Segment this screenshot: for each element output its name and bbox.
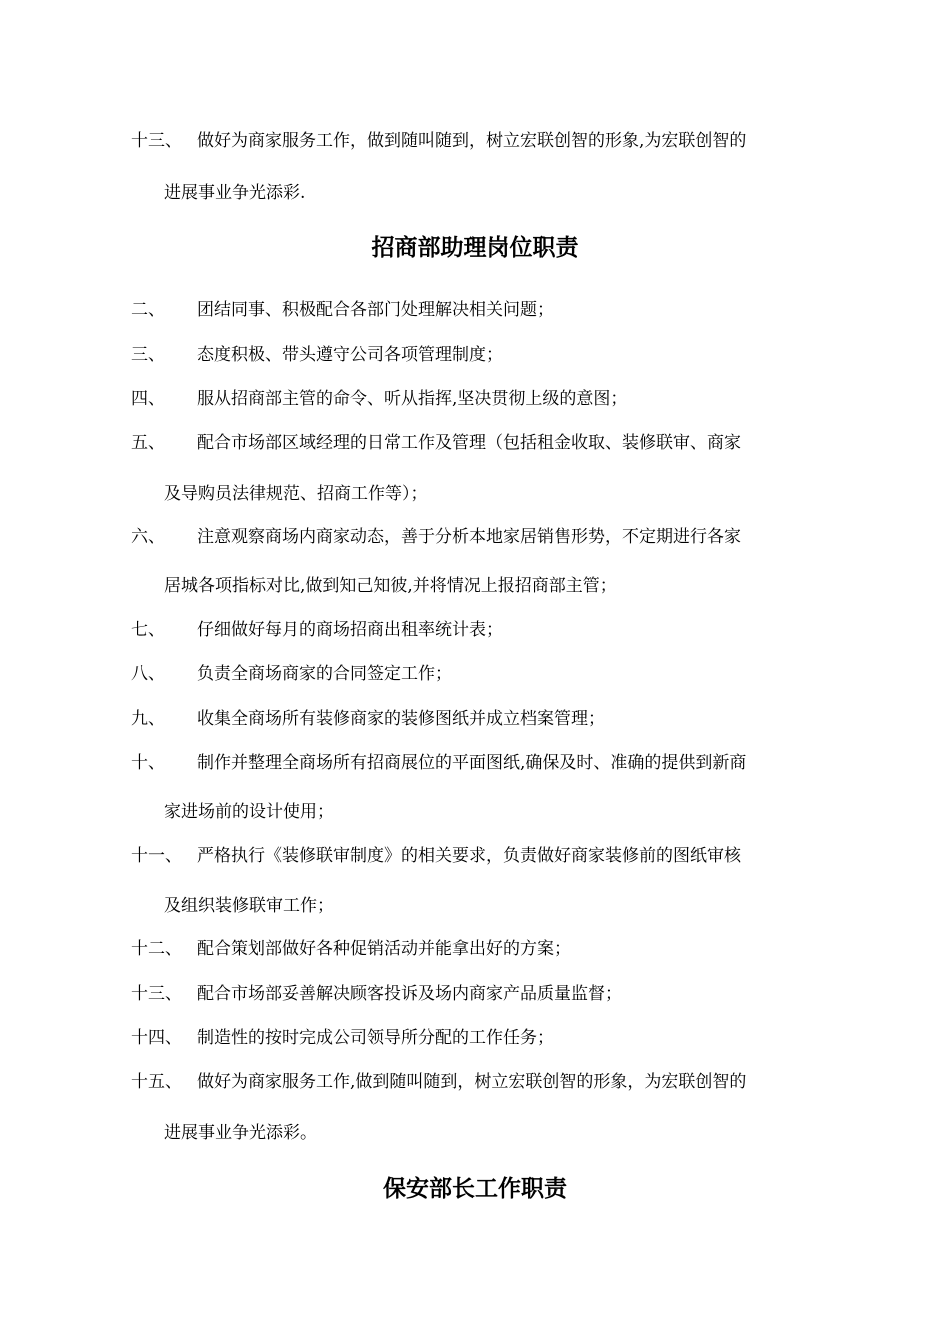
item-text: 配合策划部做好各种促销活动并能拿出好的方案； bbox=[197, 939, 571, 959]
item-text-continued: 家进场前的设计使用； bbox=[164, 802, 334, 822]
item-text: 注意观察商场内商家动态，善于分析本地家居销售形势，不定期进行各家 bbox=[197, 527, 741, 547]
item-number: 十一、 bbox=[131, 846, 182, 866]
item-number: 八、 bbox=[131, 664, 165, 684]
item-number: 十三、 bbox=[131, 131, 182, 151]
item-text: 服从招商部主管的命令、听从指挥,坚决贯彻上级的意图； bbox=[197, 389, 628, 409]
item-number: 四、 bbox=[131, 389, 165, 409]
item-text: 严格执行《装修联审制度》的相关要求，负责做好商家装修前的图纸审核 bbox=[197, 846, 741, 866]
item-number: 三、 bbox=[131, 345, 165, 365]
item-number: 十五、 bbox=[131, 1072, 182, 1092]
item-text-continued: 进展事业争光添彩. bbox=[164, 183, 306, 203]
item-text-continued: 及导购员法律规范、招商工作等）； bbox=[164, 484, 428, 504]
item-text: 团结同事、积极配合各部门处理解决相关问题； bbox=[197, 300, 554, 320]
item-number: 二、 bbox=[131, 300, 165, 320]
item-number: 七、 bbox=[131, 620, 165, 640]
item-text: 负责全商场商家的合同签定工作； bbox=[197, 664, 452, 684]
item-number: 十三、 bbox=[131, 984, 182, 1004]
item-text-continued: 及组织装修联审工作； bbox=[164, 896, 334, 916]
item-text-continued: 居城各项指标对比,做到知己知彼,并将情况上报招商部主管； bbox=[164, 576, 617, 596]
item-text: 态度积极、带头遵守公司各项管理制度； bbox=[197, 345, 503, 365]
item-number: 十四、 bbox=[131, 1028, 182, 1048]
item-number: 十、 bbox=[131, 753, 165, 773]
item-text: 制作并整理全商场所有招商展位的平面图纸,确保及时、准确的提供到新商 bbox=[197, 753, 747, 773]
item-text: 配合市场部区域经理的日常工作及管理（包括租金收取、装修联审、商家 bbox=[197, 433, 741, 453]
item-text: 仔细做好每月的商场招商出租率统计表； bbox=[197, 620, 503, 640]
item-text: 配合市场部妥善解决顾客投诉及场内商家产品质量监督； bbox=[197, 984, 622, 1004]
item-text: 制造性的按时完成公司领导所分配的工作任务； bbox=[197, 1028, 554, 1048]
item-number: 五、 bbox=[131, 433, 165, 453]
item-text: 做好为商家服务工作，做到随叫随到，树立宏联创智的形象,为宏联创智的 bbox=[197, 131, 747, 151]
item-text: 做好为商家服务工作,做到随叫随到，树立宏联创智的形象，为宏联创智的 bbox=[197, 1072, 747, 1092]
item-text: 收集全商场所有装修商家的装修图纸并成立档案管理； bbox=[197, 709, 605, 729]
section-title: 招商部助理岗位职责 bbox=[371, 235, 579, 261]
section-title: 保安部长工作职责 bbox=[383, 1176, 567, 1202]
item-number: 六、 bbox=[131, 527, 165, 547]
item-number: 十二、 bbox=[131, 939, 182, 959]
item-number: 九、 bbox=[131, 709, 165, 729]
item-text-continued: 进展事业争光添彩。 bbox=[164, 1123, 317, 1143]
